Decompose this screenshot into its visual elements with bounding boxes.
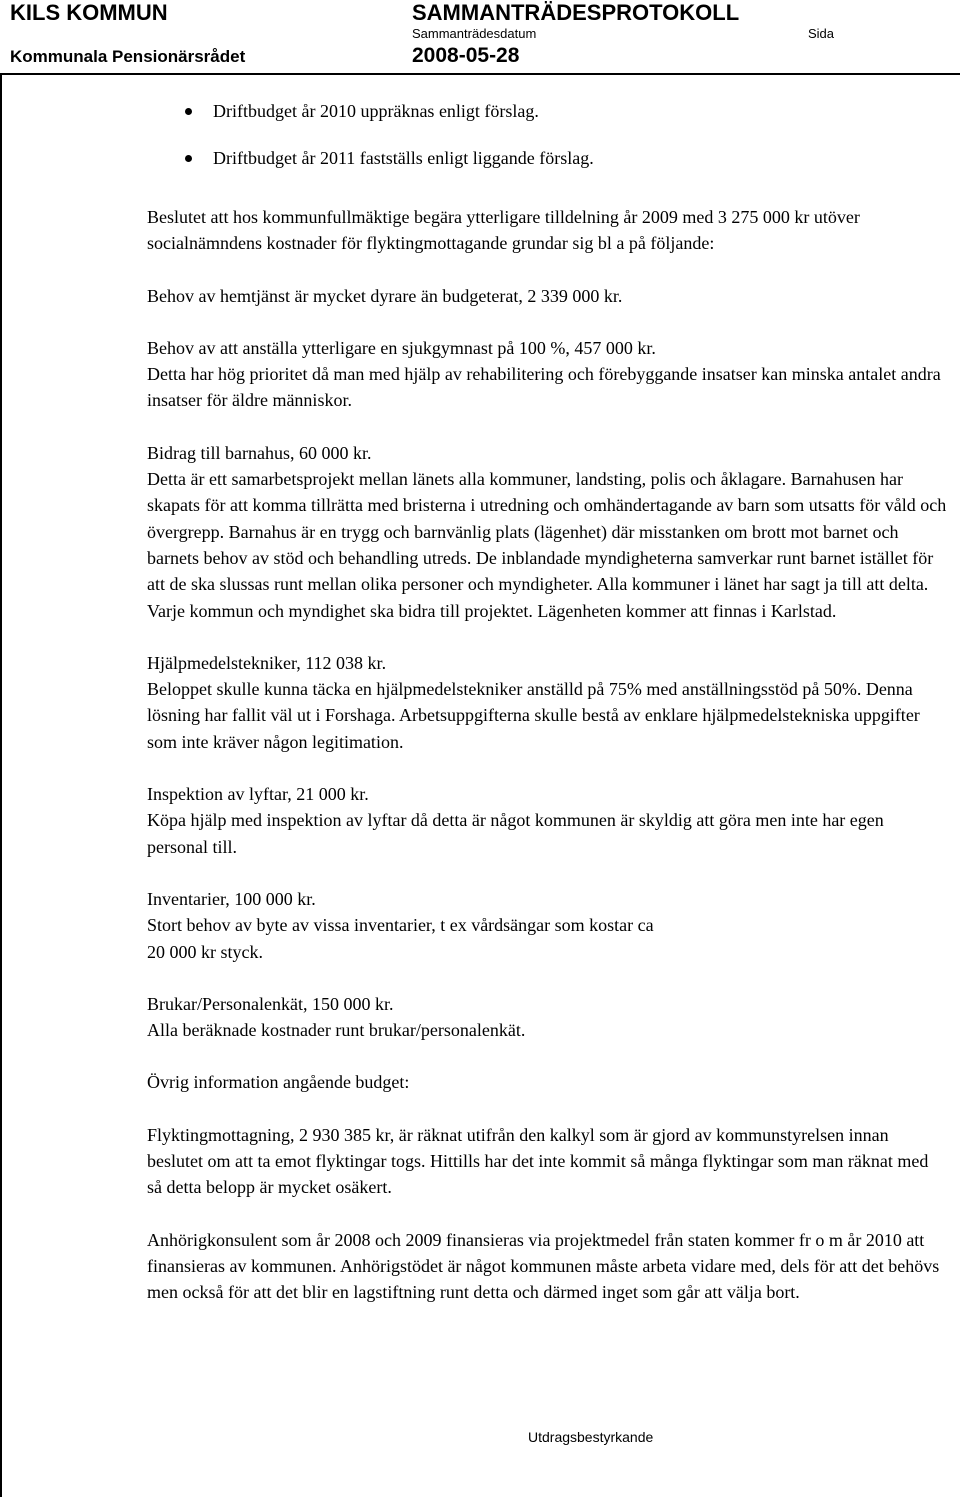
lyftar-text: Köpa hjälp med inspektion av lyftar då detta är något kommunen är skyldig att göra men inte har egen personal till. (147, 810, 884, 857)
meeting-date-label: Sammanträdesdatum (412, 26, 537, 41)
anhorigkonsulent-paragraph: Anhörigkonsulent som år 2008 och 2009 finansieras via projektmedel från staten kommer fr o m år 2010 att finansieras av kommunen. Anhörigstödet är något kommunen måste arbeta vidare med, dels för att det behövs men också för att det blir en lagstiftning runt detta och därmed inget som går att välja bort. (147, 1229, 940, 1303)
hemtjanst-item: Behov av hemtjänst är mycket dyrare än budgeterat, 2 339 000 kr. (147, 285, 623, 306)
inventarier-title: Inventarier, 100 000 kr. (147, 888, 316, 909)
inventarier-text-line-2: 20 000 kr styck. (147, 941, 263, 962)
margin-rule (0, 74, 2, 1497)
lyftar-title: Inspektion av lyftar, 21 000 kr. (147, 784, 369, 805)
sjukgymnast-title: Behov av att anställa ytterligare en sjukgymnast på 100 %, 457 000 kr. (147, 337, 656, 358)
certification-label: Utdragsbestyrkande (528, 1429, 654, 1445)
inventarier-text-line-1: Stort behov av byte av vissa inventarier, t ex vårdsängar som kostar ca (147, 915, 654, 936)
meeting-date: 2008-05-28 (412, 44, 520, 67)
document-type: SAMMANTRÄDESPROTOKOLL (412, 0, 740, 25)
committee-name: Kommunala Pensionärsrådet (10, 47, 246, 66)
hjalpmedel-text: Beloppet skulle kunna täcka en hjälpmedelstekniker anställd på 75% med anställningsstöd på 50%. Denna lösning har fallit väl ut i Forshaga. Arbetsuppgifterna skulle bestå av enklare hjälpmedelstekniska uppgifter som inte kräver någon legitimation. (147, 679, 920, 752)
list-item-text: Driftbudget år 2011 fastställs enligt liggande förslag. (213, 148, 594, 168)
list-item-text: Driftbudget år 2010 uppräknas enligt förslag. (213, 101, 539, 121)
barnahus-text: Detta är ett samarbetsprojekt mellan länets alla kommuner, landsting, polis och åklagare. Barnahusen har skapats för att komma tillrätta med bristerna i utredning och omhändertagande av barn som utsatts för våld och övergrepp. Barnahus är en trygg och barnvänlig plats (lägenhet) där misstanken om brott mot barnet och barnets behov av stöd och behandling utreds. De inblandade myndigheterna samverkar runt barnet istället för att de ska slussas runt mellan olika personer och myndigheter. Alla kommuner i länet har sagt ja till att delta. Varje kommun och myndighet ska bidra till projektet. Lägenheten kommer att finnas i Karlstad. (147, 469, 947, 621)
enkat-title: Brukar/Personalenkät, 150 000 kr. (147, 993, 394, 1014)
enkat-text: Alla beräknade kostnader runt brukar/personalenkät. (147, 1020, 526, 1041)
bullet-icon (185, 155, 192, 162)
intro-paragraph: Beslutet att hos kommunfullmäktige begära ytterligare tilldelning år 2009 med 3 275 000 kr utöver socialnämndens kostnader för flyktingmottagande grundar sig bl a på följande: (147, 207, 860, 254)
sjukgymnast-text: Detta har hög prioritet då man med hjälp av rehabilitering och förebyggande insatser kan minska antalet andra insatser för äldre människor. (147, 364, 941, 411)
ovrig-heading: Övrig information angående budget: (147, 1072, 410, 1093)
header-rule (0, 73, 960, 75)
barnahus-title: Bidrag till barnahus, 60 000 kr. (147, 442, 372, 463)
protocol-body (147, 204, 947, 1306)
page-label: Sida (808, 26, 835, 41)
hjalpmedel-title: Hjälpmedelstekniker, 112 038 kr. (147, 652, 387, 673)
flyktingmottagning-paragraph: Flyktingmottagning, 2 930 385 kr, är räknat utifrån den kalkyl som är gjord av kommunstyrelsen innan beslutet om att ta emot flyktingar togs. Hittills har det inte kommit så många flyktingar som man räknat med så detta belopp är mycket osäkert. (147, 1124, 929, 1198)
bullet-icon (185, 108, 192, 115)
municipality-name: KILS KOMMUN (10, 0, 168, 25)
